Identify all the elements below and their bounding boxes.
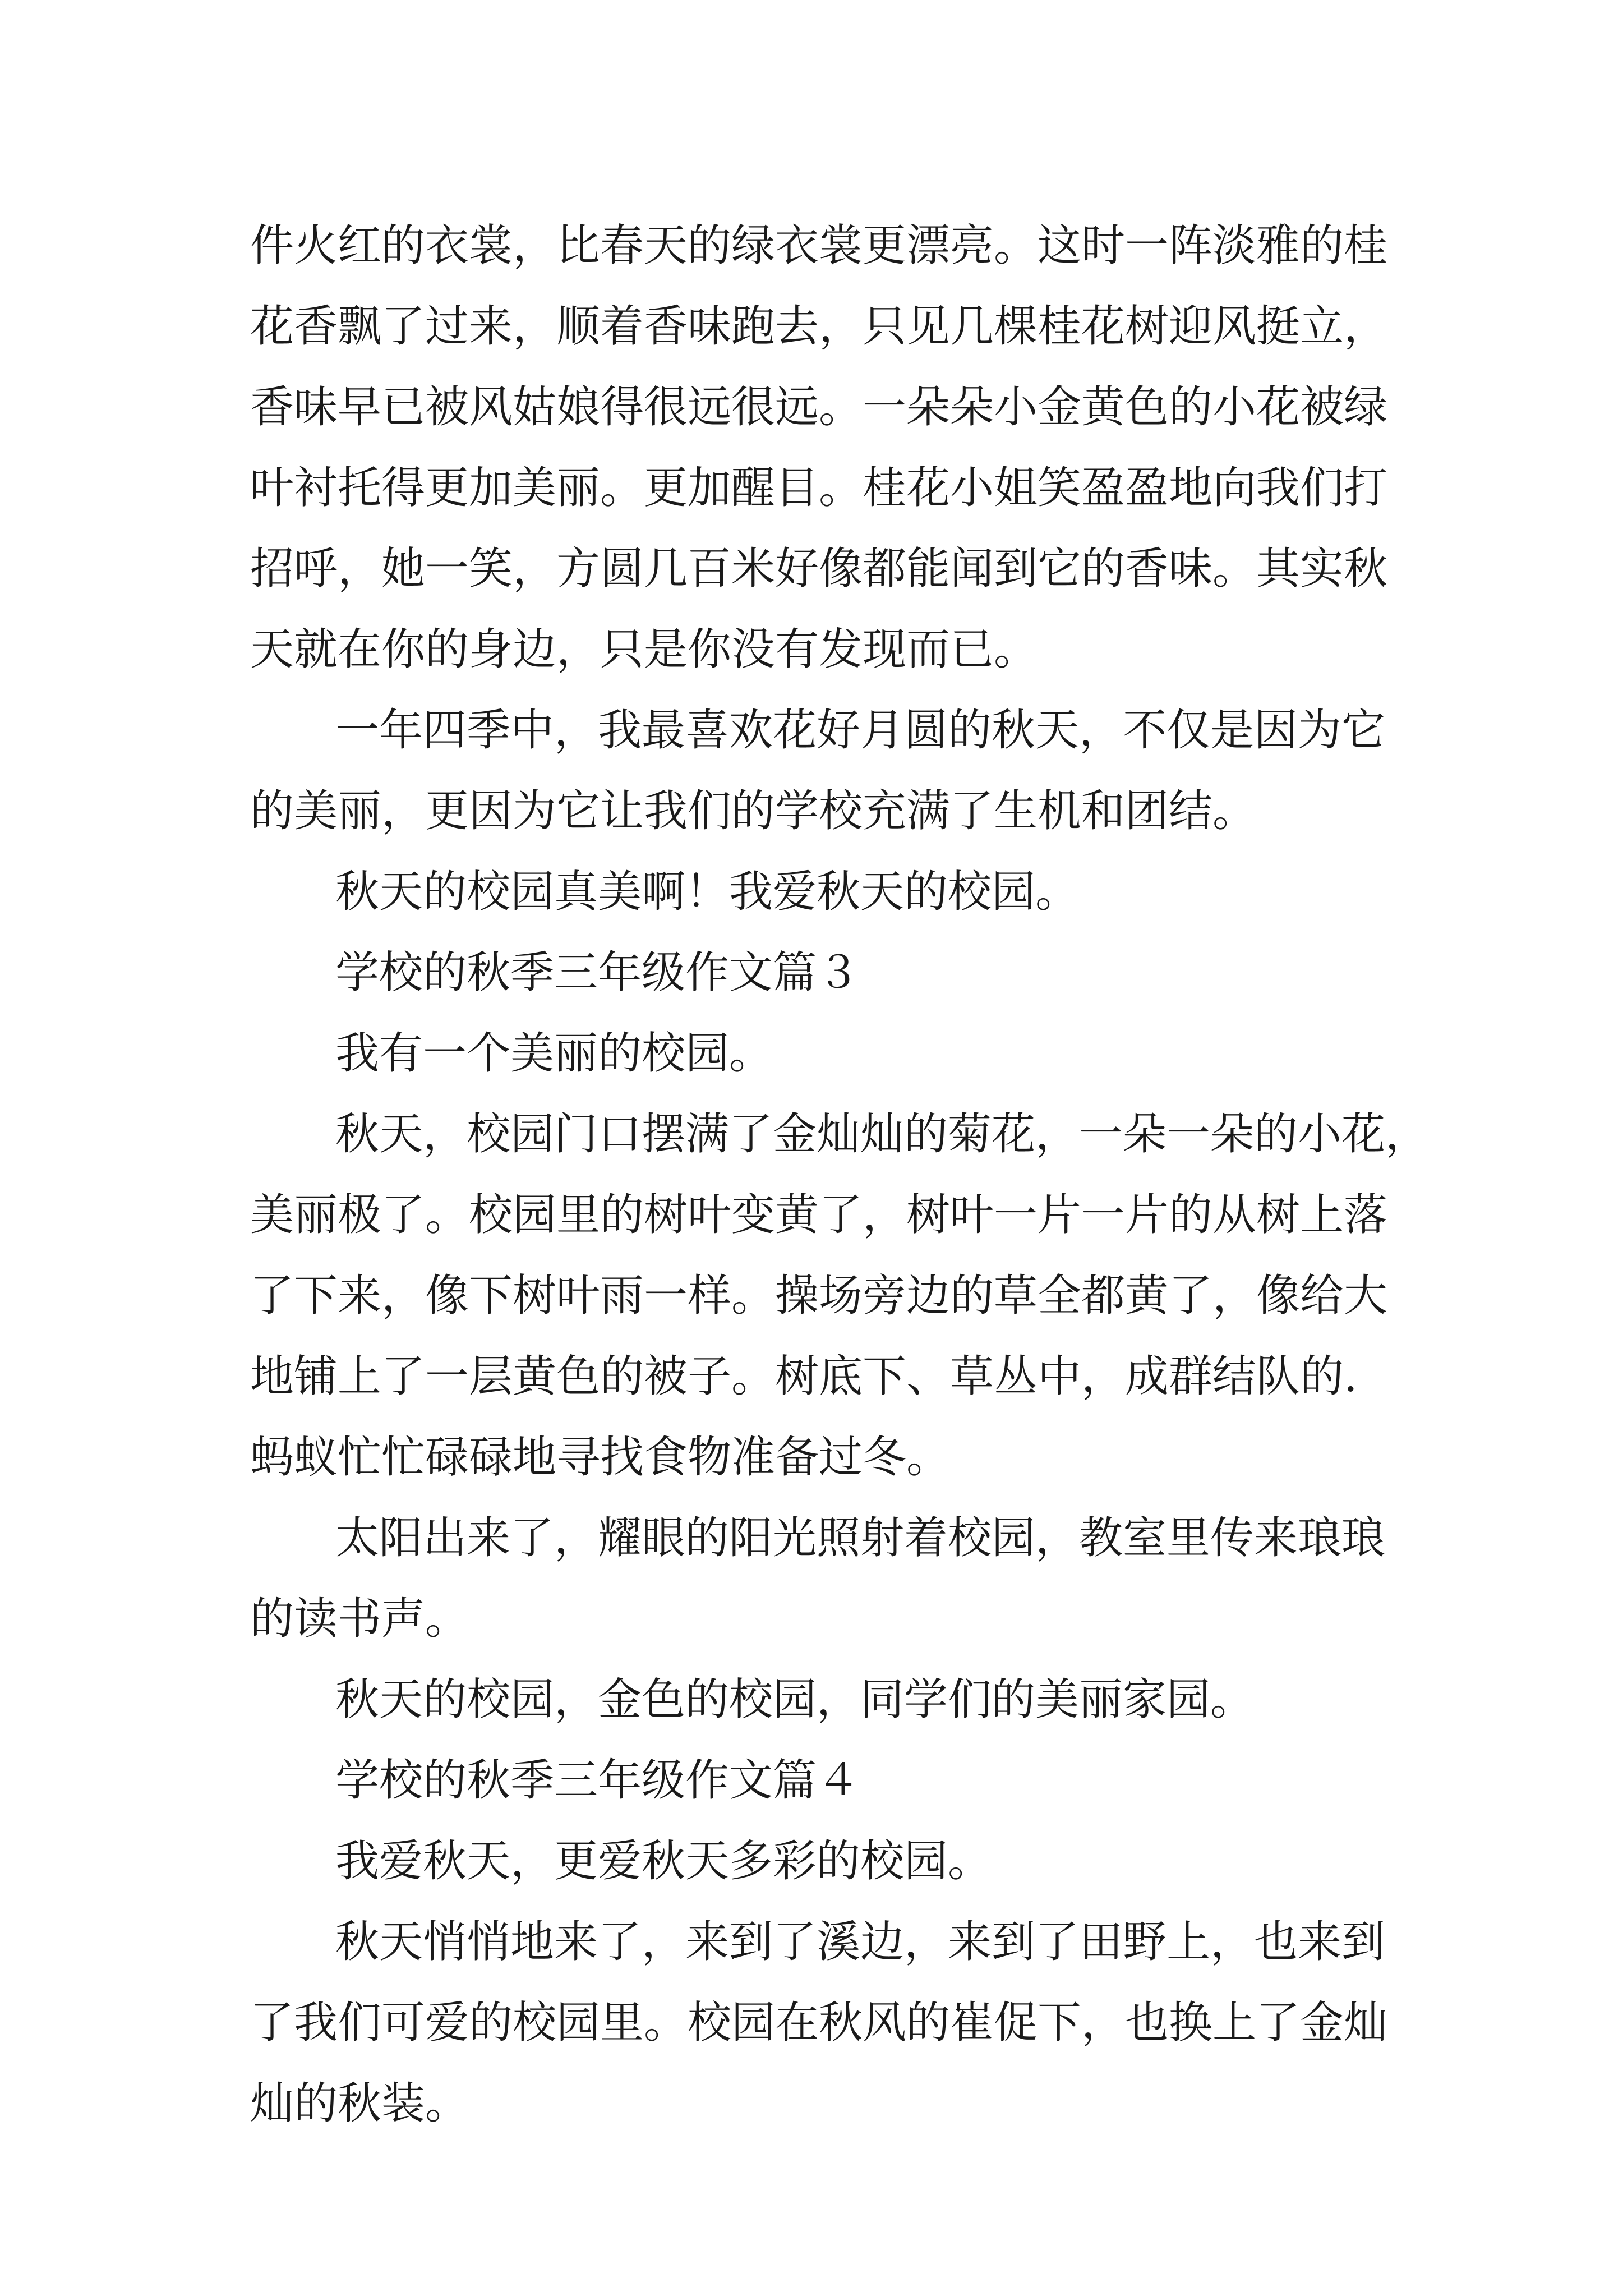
section-heading: 学校的秋季三年级作文篇３ bbox=[335, 947, 861, 998]
paragraph-first-line: 一年四季中，我最喜欢花好月圆的秋天，不仅是因为它 bbox=[335, 705, 1386, 756]
text-line: 的美丽，更因为它让我们的学校充满了生机和团结。 bbox=[250, 786, 1257, 836]
text-line: 了下来，像下树叶雨一样。操场旁边的草全都黄了，像给大 bbox=[250, 1271, 1388, 1321]
paragraph-first-line: 秋天的校园真美啊！我爱秋天的校园。 bbox=[335, 867, 1080, 917]
paragraph-first-line: 太阳出来了，耀眼的阳光照射着校园，教室里传来琅琅 bbox=[335, 1513, 1386, 1563]
section-heading: 学校的秋季三年级作文篇４ bbox=[335, 1755, 861, 1806]
text-line: 灿的秋装。 bbox=[250, 2078, 469, 2129]
text-line: 花香飘了过来，顺着香味跑去，只见几棵桂花树迎风挺立， bbox=[250, 301, 1388, 352]
text-line: 蚂蚁忙忙碌碌地寻找食物准备过冬。 bbox=[250, 1432, 951, 1483]
paragraph-first-line: 秋天的校园，金色的校园，同学们的美丽家园。 bbox=[335, 1674, 1255, 1725]
paragraph-first-line: 我有一个美丽的校园。 bbox=[335, 1028, 773, 1079]
paragraph-first-line: 秋天，校园门口摆满了金灿灿的菊花，一朵一朵的小花， bbox=[335, 1109, 1430, 1159]
paragraph-first-line: 秋天悄悄地来了，来到了溪边，来到了田野上，也来到 bbox=[335, 1917, 1386, 1967]
text-line: 地铺上了一层黄色的被子。树底下、草丛中，成群结队的. bbox=[250, 1351, 1358, 1402]
text-line: 件火红的衣裳，比春天的绿衣裳更漂亮。这时一阵淡雅的桂 bbox=[250, 220, 1388, 271]
text-line: 叶衬托得更加美丽。更加醒目。桂花小姐笑盈盈地向我们打 bbox=[250, 463, 1388, 513]
text-line: 的读书声。 bbox=[250, 1594, 469, 1644]
text-line: 了我们可爱的校园里。校园在秋风的崔促下，也换上了金灿 bbox=[250, 1998, 1388, 2048]
paragraph-first-line: 我爱秋天，更爱秋天多彩的校园。 bbox=[335, 1836, 992, 1887]
text-line: 招呼，她一笑，方圆几百米好像都能闻到它的香味。其实秋 bbox=[250, 544, 1388, 594]
text-line: 天就在你的身边，只是你没有发现而已。 bbox=[250, 624, 1038, 675]
text-line: 香味早已被风姑娘得很远很远。一朵朵小金黄色的小花被绿 bbox=[250, 382, 1388, 432]
text-line: 美丽极了。校园里的树叶变黄了，树叶一片一片的从树上落 bbox=[250, 1190, 1388, 1240]
